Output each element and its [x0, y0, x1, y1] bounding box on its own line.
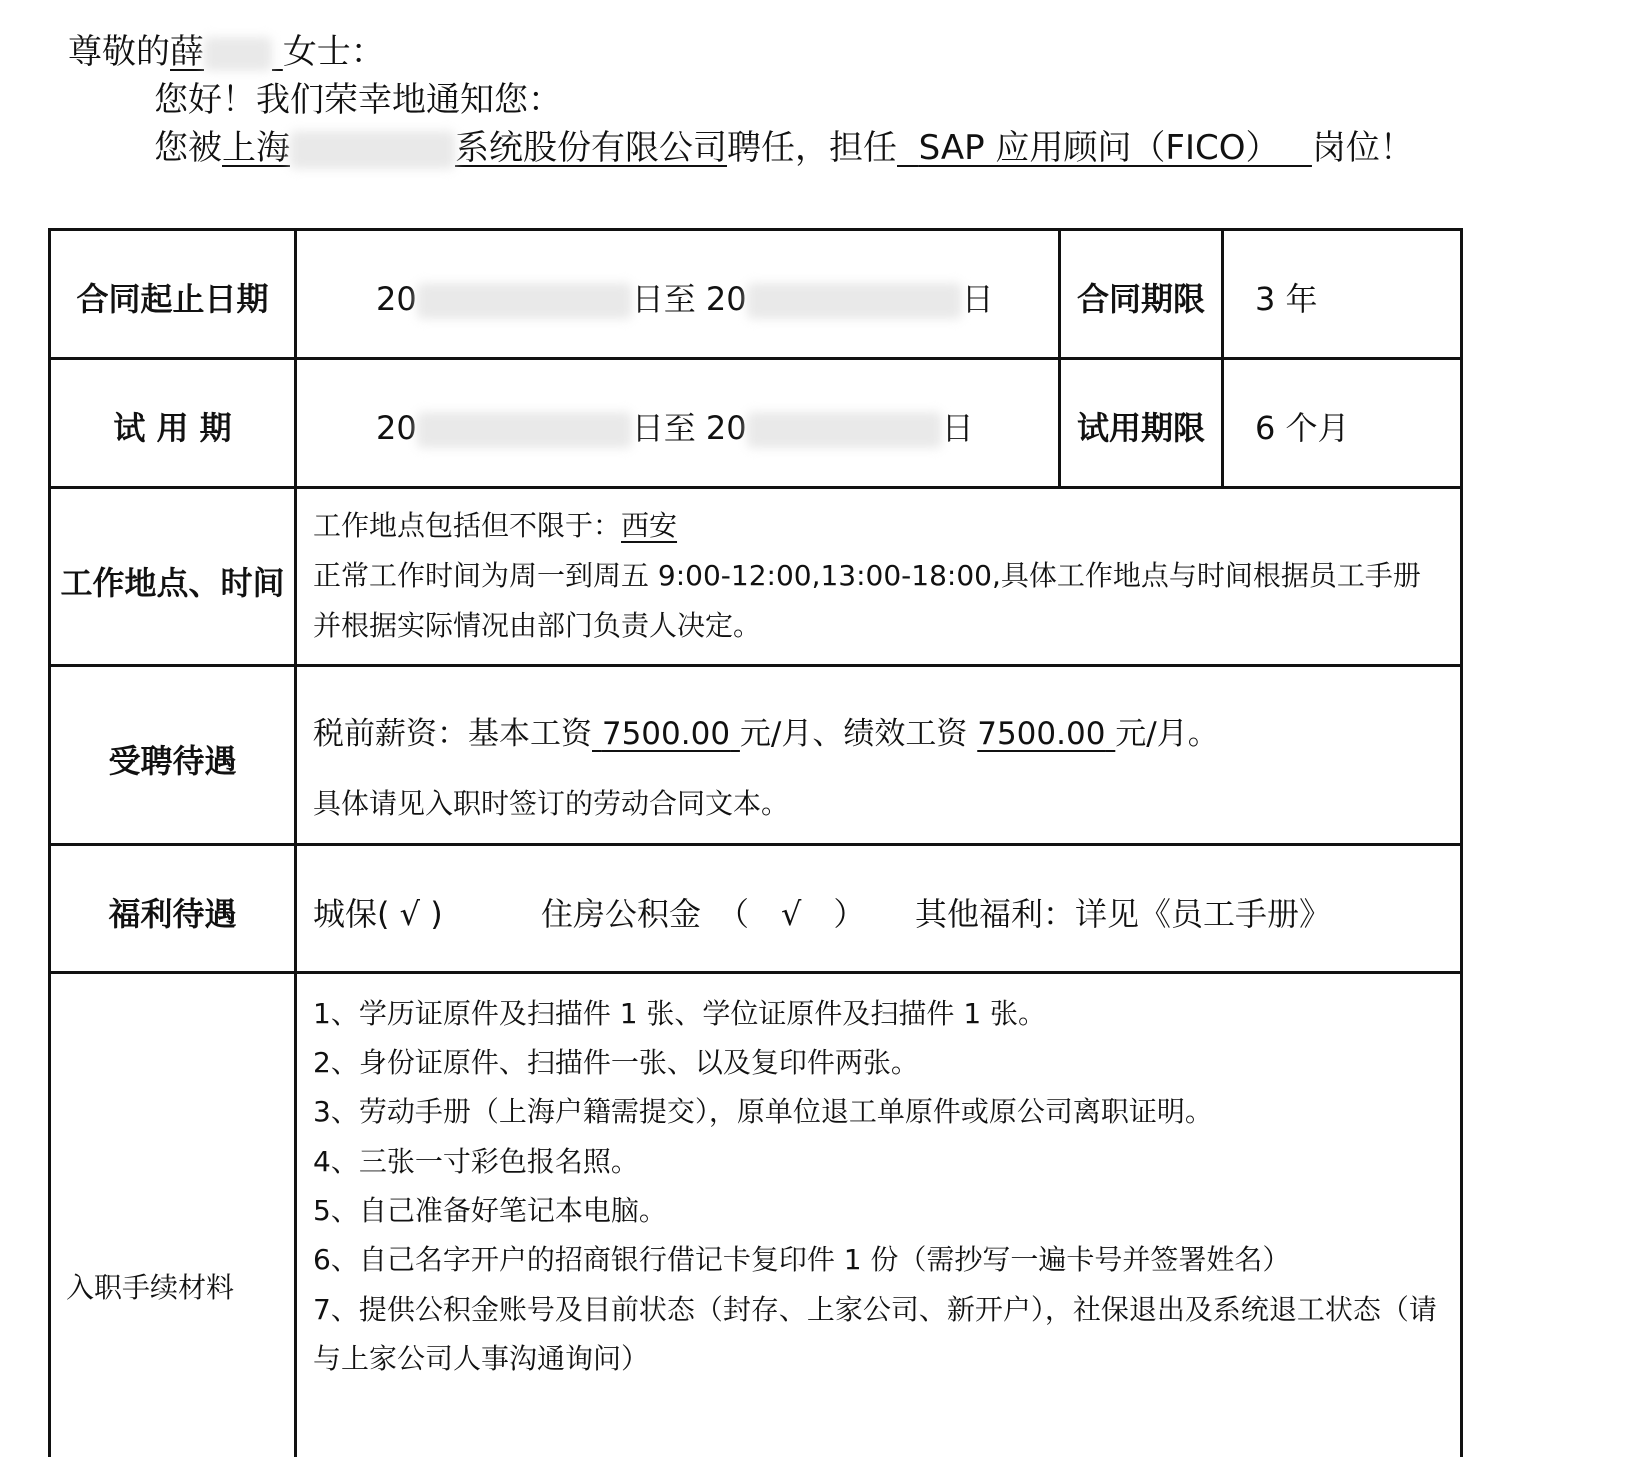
- contract-start-year: 20: [376, 280, 417, 318]
- contract-date-mid: 日至 20: [631, 280, 747, 318]
- onboarding-item: 5、自己准备好笔记本电脑。: [313, 1194, 667, 1227]
- performance-salary-value: 7500.00: [977, 716, 1106, 752]
- redacted-date: [417, 412, 632, 448]
- company-end: 系统股份有限公司: [455, 128, 727, 168]
- position-text: SAP 应用顾问（FICO）: [918, 128, 1280, 168]
- onboarding-item: 3、劳动手册（上海户籍需提交），原单位退工单原件或原公司离职证明。: [313, 1095, 1213, 1128]
- probation-label: 试 用 期: [113, 409, 232, 447]
- onboarding-item: 6、自己名字开户的招商银行借记卡复印件 1 份（需抄写一遍卡号并签署姓名）: [313, 1243, 1291, 1276]
- redacted-name: [204, 37, 272, 71]
- onboarding-label: 入职手续材料: [66, 1271, 235, 1304]
- salutation-name: [170, 32, 283, 72]
- table-column-divider: [1221, 228, 1224, 489]
- table-column-divider: [1058, 228, 1061, 489]
- salary-mid: 元/月、绩效工资: [739, 716, 968, 752]
- location-city: 西安: [621, 509, 678, 542]
- company-name: [222, 128, 727, 168]
- location-prefix: 工作地点包括但不限于：: [313, 509, 622, 542]
- probation-term-value: 6 个月: [1255, 409, 1350, 447]
- benefits-label: 福利待遇: [108, 895, 237, 933]
- location-label: 工作地点、时间: [60, 564, 285, 602]
- redacted-date: [417, 283, 632, 319]
- benefit-social-insurance: 城保( √ ): [313, 895, 443, 933]
- onboarding-item: 4、三张一寸彩色报名照。: [313, 1145, 639, 1178]
- company-start: 上海: [222, 128, 290, 168]
- salutation-prefix: 尊敬的: [68, 32, 170, 72]
- contract-term-label: 合同期限: [1076, 280, 1205, 318]
- contract-dates-value: [376, 274, 994, 320]
- offer-prefix: 您被: [154, 128, 222, 168]
- contract-dates-label: 合同起止日期: [76, 280, 269, 318]
- salary-suffix: 元/月。: [1115, 716, 1219, 752]
- salary-note: 具体请见入职时签订的劳动合同文本。: [313, 787, 790, 820]
- salary-line: [313, 708, 1219, 753]
- performance-salary: [977, 716, 1115, 752]
- table-row-divider: [48, 971, 1463, 974]
- salutation-line: [68, 30, 385, 74]
- onboarding-item: 与上家公司人事沟通询问）: [313, 1342, 650, 1375]
- location-line-3: 并根据实际情况由部门负责人决定。: [313, 609, 762, 642]
- offer-line: [154, 126, 1414, 170]
- benefit-housing-fund: 住房公积金 （ √ ）: [541, 895, 866, 933]
- contract-term-value: 3 年: [1255, 280, 1318, 318]
- contract-date-end: 日: [961, 280, 994, 318]
- table-border-top: [48, 228, 1463, 231]
- benefit-other: 其他福利：详见《员工手册》: [915, 895, 1332, 933]
- probation-start-year: 20: [376, 409, 417, 447]
- position-title: [897, 128, 1312, 168]
- table-row-divider: [48, 486, 1463, 489]
- onboarding-item: 2、身份证原件、扫描件一张、以及复印件两张。: [313, 1046, 919, 1079]
- location-line-1: [313, 500, 677, 552]
- salary-prefix: 税前薪资：基本工资: [313, 716, 592, 752]
- probation-date-mid: 日至 20: [631, 409, 747, 447]
- redacted-date: [747, 283, 962, 319]
- table-row-divider: [48, 843, 1463, 846]
- onboarding-item: 7、提供公积金账号及目前状态（封存、上家公司、新开户），社保退出及系统退工状态（请: [313, 1293, 1437, 1326]
- probation-dates-value: [376, 403, 974, 449]
- probation-term-label: 试用期限: [1076, 409, 1205, 447]
- base-salary: [592, 716, 740, 752]
- greeting-line: 您好！我们荣幸地通知您：: [154, 80, 562, 120]
- onboarding-item: 1、学历证原件及扫描件 1 张、学位证原件及扫描件 1 张。: [313, 997, 1047, 1030]
- redacted-company: [290, 131, 455, 169]
- probation-date-end: 日: [941, 409, 974, 447]
- location-line-2: 正常工作时间为周一到周五 9:00-12:00,13:00-18:00,具体工作地点与时间根据员工手册: [313, 559, 1421, 592]
- salary-label: 受聘待遇: [108, 742, 237, 780]
- table-row-divider: [48, 357, 1463, 360]
- redacted-date: [747, 412, 942, 448]
- offer-middle: 聘任，担任: [727, 128, 897, 168]
- base-salary-value: 7500.00: [601, 716, 731, 752]
- offer-suffix: 岗位！: [1311, 128, 1414, 168]
- salutation-name-text: 薛: [170, 32, 204, 72]
- table-row-divider: [48, 664, 1463, 667]
- table-border-right: [1460, 228, 1463, 1457]
- table-column-divider: [294, 228, 297, 1457]
- salutation-suffix: 女士：: [282, 32, 385, 72]
